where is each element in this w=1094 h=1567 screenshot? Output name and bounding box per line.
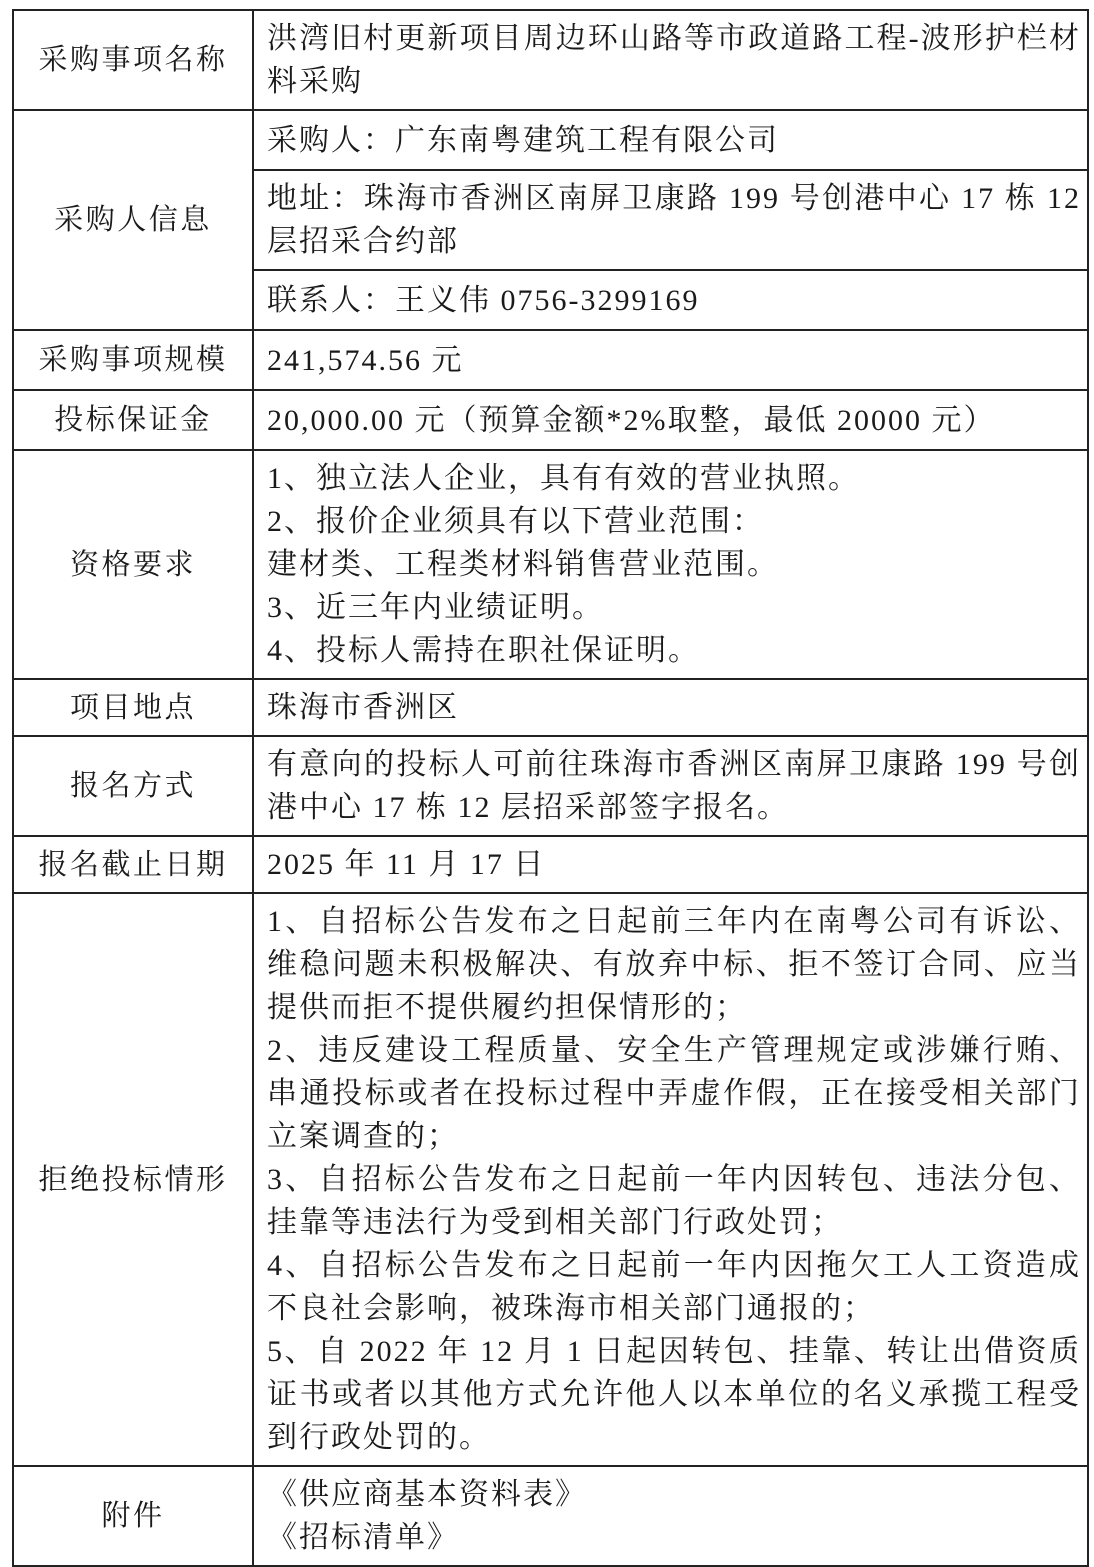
row-bid-rejection-situations: [13, 893, 1088, 1466]
label-registration-deadline: 报名截止日期: [13, 836, 253, 893]
label-registration-method: 报名方式: [13, 736, 253, 836]
value-qualification-requirements: [253, 450, 1088, 679]
value-buyer-name: 采购人：广东南粤建筑工程有限公司: [253, 110, 1088, 170]
value-buyer-contact: 联系人：王义伟 0756-3299169: [253, 270, 1088, 330]
value-bid-rejection-situations: [253, 893, 1088, 1466]
rejection-item: 2、违反建设工程质量、安全生产管理规定或涉嫌行贿、串通投标或者在投标过程中弄虚作假，正在接受相关部门立案调查的；: [267, 1034, 1081, 1153]
label-bid-rejection-situations: 拒绝投标情形: [13, 893, 253, 1466]
row-project-location: [13, 679, 1088, 736]
value-bid-deposit: 20,000.00 元（预算金额*2%取整，最低 20000 元）: [253, 390, 1088, 450]
row-attachments: [13, 1466, 1088, 1566]
label-procurement-name: 采购事项名称: [13, 10, 253, 110]
qualification-item: 2、报价企业须具有以下营业范围：: [267, 505, 764, 538]
label-attachments: 附件: [13, 1466, 253, 1566]
attachment-item: 《供应商基本资料表》: [267, 1478, 587, 1511]
rejection-item: 5、自 2022 年 12 月 1 日起因转包、挂靠、转让出借资质证书或者以其他方式允许他人以本单位的名义承揽工程受到行政处罚的。: [267, 1335, 1081, 1454]
procurement-notice-table: [12, 9, 1089, 1567]
label-bid-deposit: 投标保证金: [13, 390, 253, 450]
row-buyer-info-buyer: [13, 110, 1088, 170]
qualification-item: 建材类、工程类材料销售营业范围。: [267, 548, 779, 581]
label-qualification-requirements: 资格要求: [13, 450, 253, 679]
value-registration-method: 有意向的投标人可前往珠海市香洲区南屏卫康路 199 号创港中心 17 栋 12 层招采部签字报名。: [253, 736, 1088, 836]
rejection-item: 3、自招标公告发布之日起前一年内因转包、违法分包、挂靠等违法行为受到相关部门行政处罚；: [267, 1163, 1081, 1239]
row-registration-method: [13, 736, 1088, 836]
value-buyer-address: 地址：珠海市香洲区南屏卫康路 199 号创港中心 17 栋 12 层招采合约部: [253, 170, 1088, 270]
value-attachments: [253, 1466, 1088, 1566]
row-registration-deadline: [13, 836, 1088, 893]
value-registration-deadline: 2025 年 11 月 17 日: [253, 836, 1088, 893]
row-qualification-requirements: [13, 450, 1088, 679]
row-procurement-scale: [13, 330, 1088, 390]
value-procurement-name: 洪湾旧村更新项目周边环山路等市政道路工程-波形护栏材料采购: [253, 10, 1088, 110]
qualification-item: 3、近三年内业绩证明。: [267, 591, 604, 624]
value-procurement-scale: 241,574.56 元: [253, 330, 1088, 390]
value-project-location: 珠海市香洲区: [253, 679, 1088, 736]
label-project-location: 项目地点: [13, 679, 253, 736]
row-procurement-name: [13, 10, 1088, 110]
row-bid-deposit: [13, 390, 1088, 450]
qualification-item: 1、独立法人企业，具有有效的营业执照。: [267, 462, 860, 495]
label-procurement-scale: 采购事项规模: [13, 330, 253, 390]
qualification-item: 4、投标人需持在职社保证明。: [267, 634, 700, 667]
rejection-item: 4、自招标公告发布之日起前一年内因拖欠工人工资造成不良社会影响，被珠海市相关部门通报的；: [267, 1249, 1081, 1325]
rejection-item: 1、自招标公告发布之日起前三年内在南粤公司有诉讼、维稳问题未积极解决、有放弃中标、拒不签订合同、应当提供而拒不提供履约担保情形的；: [267, 905, 1081, 1024]
label-buyer-info: 采购人信息: [13, 110, 253, 330]
attachment-item: 《招标清单》: [267, 1521, 459, 1554]
